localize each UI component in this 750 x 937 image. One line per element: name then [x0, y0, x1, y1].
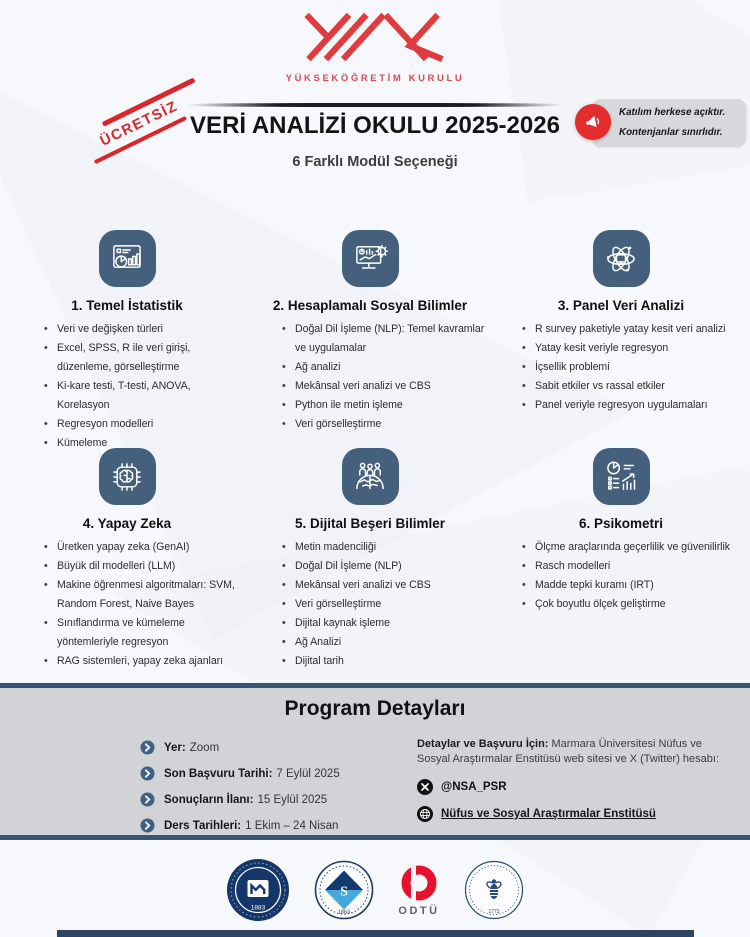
- module-topic-list: [8, 320, 246, 453]
- module-topic: • Ağ analizi: [282, 358, 492, 377]
- module-title: 5. Dijital Beşeri Bilimler: [294, 516, 446, 531]
- contact-text: Marmara Üniversitesi Nüfus ve Sosyal Araştırmalar Enstitüsü web sitesi ve X (Twitter) hesabı:: [417, 738, 720, 766]
- divider-swoosh: [186, 103, 564, 107]
- marmara-university-logo-icon: [226, 858, 290, 922]
- page-subtitle: 6 Farklı Modül Seçeneği: [292, 154, 458, 170]
- partner-logos-row: [0, 858, 750, 922]
- module-topic: • Excel, SPSS, R ile veri girişi, düzenleme, görselleştirme: [44, 339, 244, 377]
- analytics-chart-icon: [593, 448, 650, 505]
- module-topic: • Ölçme araçlarında geçerlilik ve güvenilirlik: [522, 538, 746, 557]
- module-topic: • Makine öğrenmesi algoritmaları: SVM, Random Forest, Naive Bayes: [44, 576, 244, 614]
- bogazici-university-logo-icon: [314, 860, 374, 920]
- detail-value: 7 Eylül 2025: [276, 767, 340, 780]
- chevron-circle-icon: [140, 818, 155, 833]
- module-topic: • Doğal Dil İşleme (NLP): Temel kavramlar ve uygulamalar: [282, 320, 492, 358]
- module-topic-list: [246, 320, 494, 434]
- module-topic: • RAG sistemleri, yapay zeka ajanları: [44, 652, 244, 671]
- detail-label: Sonuçların İlanı:: [164, 793, 254, 806]
- detail-value: Zoom: [189, 741, 220, 754]
- detail-row-yer: [140, 740, 340, 755]
- module-temel-istatistik: [8, 230, 246, 453]
- program-details-section: [0, 683, 750, 840]
- chevron-circle-icon: [140, 792, 155, 807]
- program-details-heading: Program Detayları: [284, 697, 466, 720]
- svg-text:1863: 1863: [338, 909, 351, 916]
- page-title: VERİ ANALİZİ OKULU 2025-2026: [190, 112, 560, 139]
- module-topic: • Dijital kaynak işleme: [282, 614, 492, 633]
- people-globe-icon: [342, 448, 399, 505]
- contact-block: [417, 737, 719, 822]
- detail-value: 1 Ekim – 24 Nisan: [245, 819, 339, 832]
- svg-text:S: S: [340, 884, 349, 900]
- module-topic: • Veri görselleştirme: [282, 415, 492, 434]
- module-topic: • Çok boyutlu ölçek geliştirme: [522, 595, 746, 614]
- module-topic: • Büyük dil modelleri (LLM): [44, 557, 244, 576]
- notice-line2: Kontenjanlar sınırlıdır.: [619, 126, 723, 138]
- program-details-list: [140, 740, 340, 844]
- module-panel-veri-analizi: [494, 230, 748, 453]
- odtu-wordmark: ODTÜ: [398, 904, 440, 917]
- megaphone-icon: [575, 104, 611, 140]
- module-topic: • Python ile metin işleme: [282, 396, 492, 415]
- module-title: 1. Temel İstatistik: [71, 298, 183, 313]
- module-topic-list: [8, 538, 246, 671]
- module-topic: • Üretken yapay zeka (GenAI): [44, 538, 244, 557]
- module-topic: • Ağ Analizi: [282, 633, 492, 652]
- twitter-row[interactable]: [417, 779, 719, 795]
- ai-chip-brain-icon: [99, 448, 156, 505]
- module-topic: • Doğal Dil İşleme (NLP): [282, 557, 492, 576]
- module-title: 6. Psikometri: [578, 516, 664, 531]
- module-topic: • Sınıflandırma ve kümeleme yöntemleriyle regresyon: [44, 614, 244, 652]
- odtu-logo-icon: [398, 864, 439, 917]
- module-topic: • Mekânsal veri analizi ve CBS: [282, 377, 492, 396]
- stats-dashboard-icon: [99, 230, 156, 287]
- stamp-label: ÜCRETSİZ: [97, 97, 181, 150]
- monitor-gear-icon: [342, 230, 399, 287]
- detail-row-sonuclarin-ilani: [140, 792, 340, 807]
- module-hesaplamali-sosyal-bilimler: [246, 230, 494, 453]
- globe-icon: [417, 806, 433, 822]
- detail-label: Ders Tarihleri:: [164, 819, 242, 832]
- module-topic: • Panel veriyle regresyon uygulamaları: [522, 396, 746, 415]
- x-twitter-icon: [417, 779, 433, 795]
- module-topic: • Mekânsal veri analizi ve CBS: [282, 576, 492, 595]
- module-topic: • Regresyon modelleri: [44, 415, 244, 434]
- chevron-circle-icon: [140, 740, 155, 755]
- module-topic: • Veri ve değişken türleri: [44, 320, 244, 339]
- detail-row-ders-tarihleri: [140, 818, 340, 833]
- module-topic: • Metin madenciliği: [282, 538, 492, 557]
- svg-text:1773: 1773: [488, 909, 500, 915]
- module-topic: • Rasch modelleri: [522, 557, 746, 576]
- module-topic: • Dijital tarih: [282, 652, 492, 671]
- detail-label: Son Başvuru Tarihi:: [164, 767, 273, 780]
- yok-logo-icon: [290, 12, 460, 69]
- module-topic: • Madde tepki kuramı (IRT): [522, 576, 746, 595]
- module-topic-list: [246, 538, 494, 671]
- module-dijital-beseri-bilimler: [246, 448, 494, 671]
- module-title: 2. Hesaplamalı Sosyal Bilimler: [272, 298, 468, 313]
- module-topic: • R survey paketiyle yatay kesit veri analizi: [522, 320, 746, 339]
- module-psikometri: [494, 448, 748, 671]
- module-title: 4. Yapay Zeka: [82, 516, 172, 531]
- twitter-handle[interactable]: @NSA_PSR: [441, 780, 507, 793]
- detail-row-son-basvuru: [140, 766, 340, 781]
- svg-text:1883: 1883: [251, 904, 266, 912]
- website-row[interactable]: [417, 806, 719, 822]
- module-topic: • Kümeleme: [44, 434, 244, 453]
- module-topic: • Veri görselleştirme: [282, 595, 492, 614]
- module-topic: • Sabit etkiler vs rassal etkiler: [522, 377, 746, 396]
- module-yapay-zeka: [8, 448, 246, 671]
- notice-line1: Katılım herkese açıktır.: [619, 107, 726, 119]
- atom-monitor-icon: [593, 230, 650, 287]
- detail-value: 15 Eylül 2025: [257, 793, 328, 806]
- module-topic: • İçsellik problemi: [522, 358, 746, 377]
- itu-logo-icon: [464, 860, 524, 920]
- contact-label: Detaylar ve Başvuru İçin:: [417, 738, 549, 750]
- website-link[interactable]: Nüfus ve Sosyal Araştırmalar Enstitüsü: [441, 807, 656, 820]
- chevron-circle-icon: [140, 766, 155, 781]
- module-topic-list: [494, 320, 748, 415]
- module-title: 3. Panel Veri Analizi: [557, 298, 685, 313]
- module-topic: • Yatay kesit veriyle regresyon: [522, 339, 746, 358]
- bottom-accent-bar: [57, 930, 694, 937]
- module-topic: • Ki-kare testi, T-testi, ANOVA, Korelasyon: [44, 377, 244, 415]
- detail-label: Yer:: [164, 741, 186, 754]
- org-name: YÜKSEKÖĞRETİM KURULU: [285, 73, 465, 84]
- notice-badge: [592, 99, 746, 146]
- module-topic-list: [494, 538, 748, 614]
